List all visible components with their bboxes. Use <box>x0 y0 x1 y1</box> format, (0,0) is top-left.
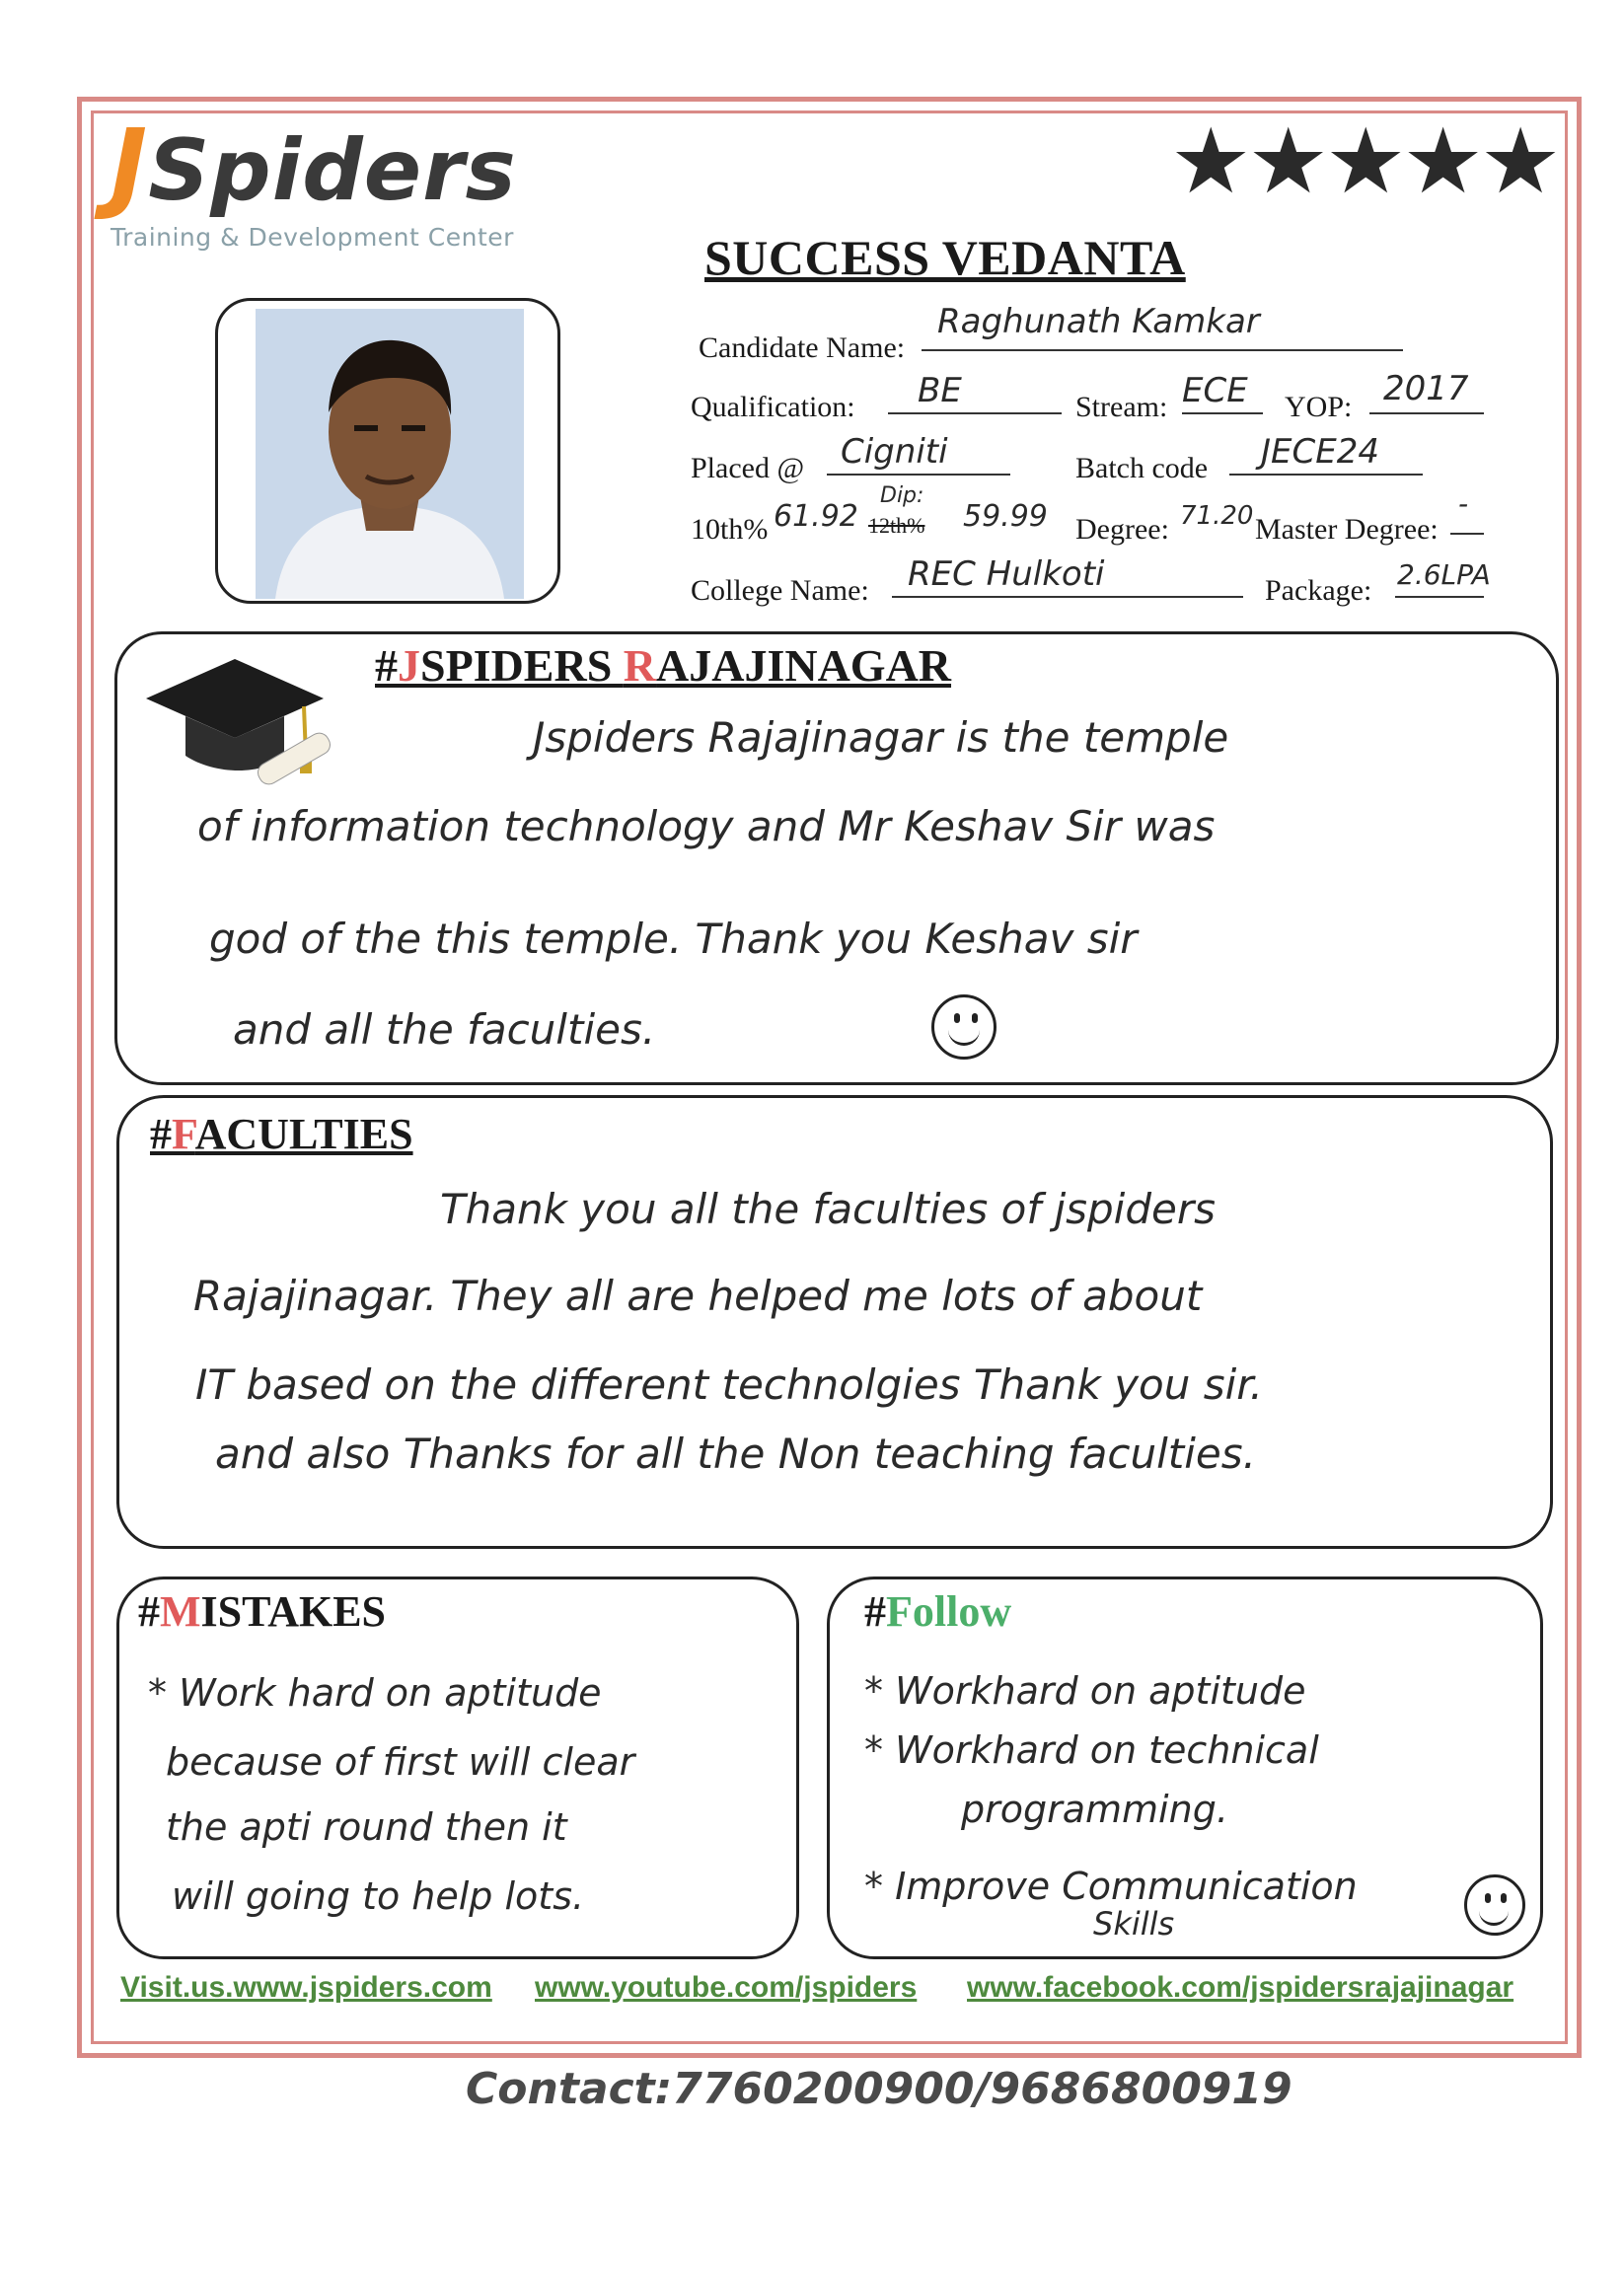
facebook-link[interactable]: www.facebook.com/jspidersrajajinagar <box>967 1971 1514 2004</box>
smiley-face-icon <box>931 994 997 1060</box>
website-link[interactable]: Visit.us.www.jspiders.com <box>120 1971 492 2004</box>
mistakes-line-4: will going to help lots. <box>172 1874 585 1918</box>
college-name-label: College Name: <box>691 574 869 607</box>
candidate-photo-frame <box>215 298 560 604</box>
mistakes-line-3: the apti round then it <box>166 1805 567 1849</box>
follow-line-1: * Workhard on aptitude <box>864 1669 1306 1713</box>
contact-numbers: Contact:7760200900/9686800919 <box>466 2064 1292 2114</box>
batch-code-value: JECE24 <box>1261 432 1379 472</box>
follow-line-2: * Workhard on technical <box>864 1728 1319 1772</box>
mistakes-line-2: because of first will clear <box>166 1740 635 1784</box>
placed-line <box>827 474 1010 476</box>
rajajinagar-line-1: Jspiders Rajajinagar is the temple <box>533 713 1229 762</box>
rajajinagar-line-4: and all the faculties. <box>233 1005 656 1054</box>
rajajinagar-line-2: of information technology and Mr Keshav Sir was <box>197 802 1216 850</box>
tenth-value: 61.92 <box>774 499 858 534</box>
package-line <box>1395 596 1484 598</box>
degree-label: Degree: <box>1075 513 1169 546</box>
faculties-line-2: Rajajinagar. They all are helped me lots of about <box>193 1272 1203 1320</box>
jspiders-logo: JSpiders Training & Development Center <box>111 108 517 252</box>
person-silhouette-icon <box>256 309 524 599</box>
candidate-name-value: Raghunath Kamkar <box>937 302 1260 341</box>
twelfth-label: 12th% <box>868 513 925 538</box>
faculties-title: #FACULTIES <box>150 1110 413 1158</box>
stream-label: Stream: <box>1075 391 1168 423</box>
faculties-line-4: and also Thanks for all the Non teaching faculties. <box>215 1430 1256 1478</box>
batch-code-line <box>1229 474 1423 476</box>
candidate-photo <box>256 309 524 599</box>
placed-value: Cigniti <box>841 432 948 472</box>
follow-line-3: programming. <box>961 1788 1228 1831</box>
package-label: Package: <box>1265 574 1372 607</box>
batch-code-label: Batch code <box>1075 452 1209 484</box>
degree-value: 71.20 <box>1180 501 1254 531</box>
yop-label: YOP: <box>1285 391 1353 423</box>
diploma-label: Dip: <box>880 483 924 508</box>
logo-tagline: Training & Development Center <box>111 223 514 252</box>
stream-line <box>1182 412 1263 414</box>
follow-title: #Follow <box>864 1587 1012 1636</box>
faculties-line-3: IT based on the different technolgies Thank you sir. <box>195 1360 1264 1409</box>
rating-stars-icon: ★★★★★ <box>1170 109 1558 214</box>
yop-value: 2017 <box>1383 369 1469 408</box>
candidate-name-label: Candidate Name: <box>699 331 906 364</box>
tenth-label: 10th% <box>691 513 769 546</box>
faculties-line-1: Thank you all the faculties of jspiders <box>440 1185 1217 1233</box>
candidate-name-line <box>922 349 1403 351</box>
rajajinagar-line-3: god of the this temple. Thank you Keshav sir <box>209 915 1138 963</box>
college-name-value: REC Hulkoti <box>908 554 1105 594</box>
page-title: SUCCESS VEDANTA <box>704 230 1186 285</box>
follow-line-5: Skills <box>1093 1905 1175 1943</box>
college-name-line <box>892 596 1243 598</box>
package-value: 2.6LPA <box>1397 558 1491 591</box>
mistakes-title: #MISTAKES <box>138 1587 387 1636</box>
rajajinagar-title: #JSPIDERS RAJAJINAGAR <box>375 640 952 691</box>
qualification-line <box>888 412 1062 414</box>
master-degree-label: Master Degree: <box>1255 513 1439 546</box>
twelfth-value: 59.99 <box>963 499 1048 534</box>
follow-line-4: * Improve Communication <box>864 1865 1358 1908</box>
qualification-value: BE <box>918 371 962 410</box>
smiley-face-icon <box>1464 1874 1525 1936</box>
stream-value: ECE <box>1182 371 1248 410</box>
youtube-link[interactable]: www.youtube.com/jspiders <box>535 1971 918 2004</box>
yop-line <box>1369 412 1484 414</box>
placed-label: Placed @ <box>691 452 805 484</box>
graduation-cap-icon <box>136 639 343 787</box>
master-degree-line <box>1450 533 1484 535</box>
mistakes-line-1: * Work hard on aptitude <box>148 1671 602 1715</box>
master-degree-value: - <box>1458 487 1469 520</box>
qualification-label: Qualification: <box>691 391 855 423</box>
